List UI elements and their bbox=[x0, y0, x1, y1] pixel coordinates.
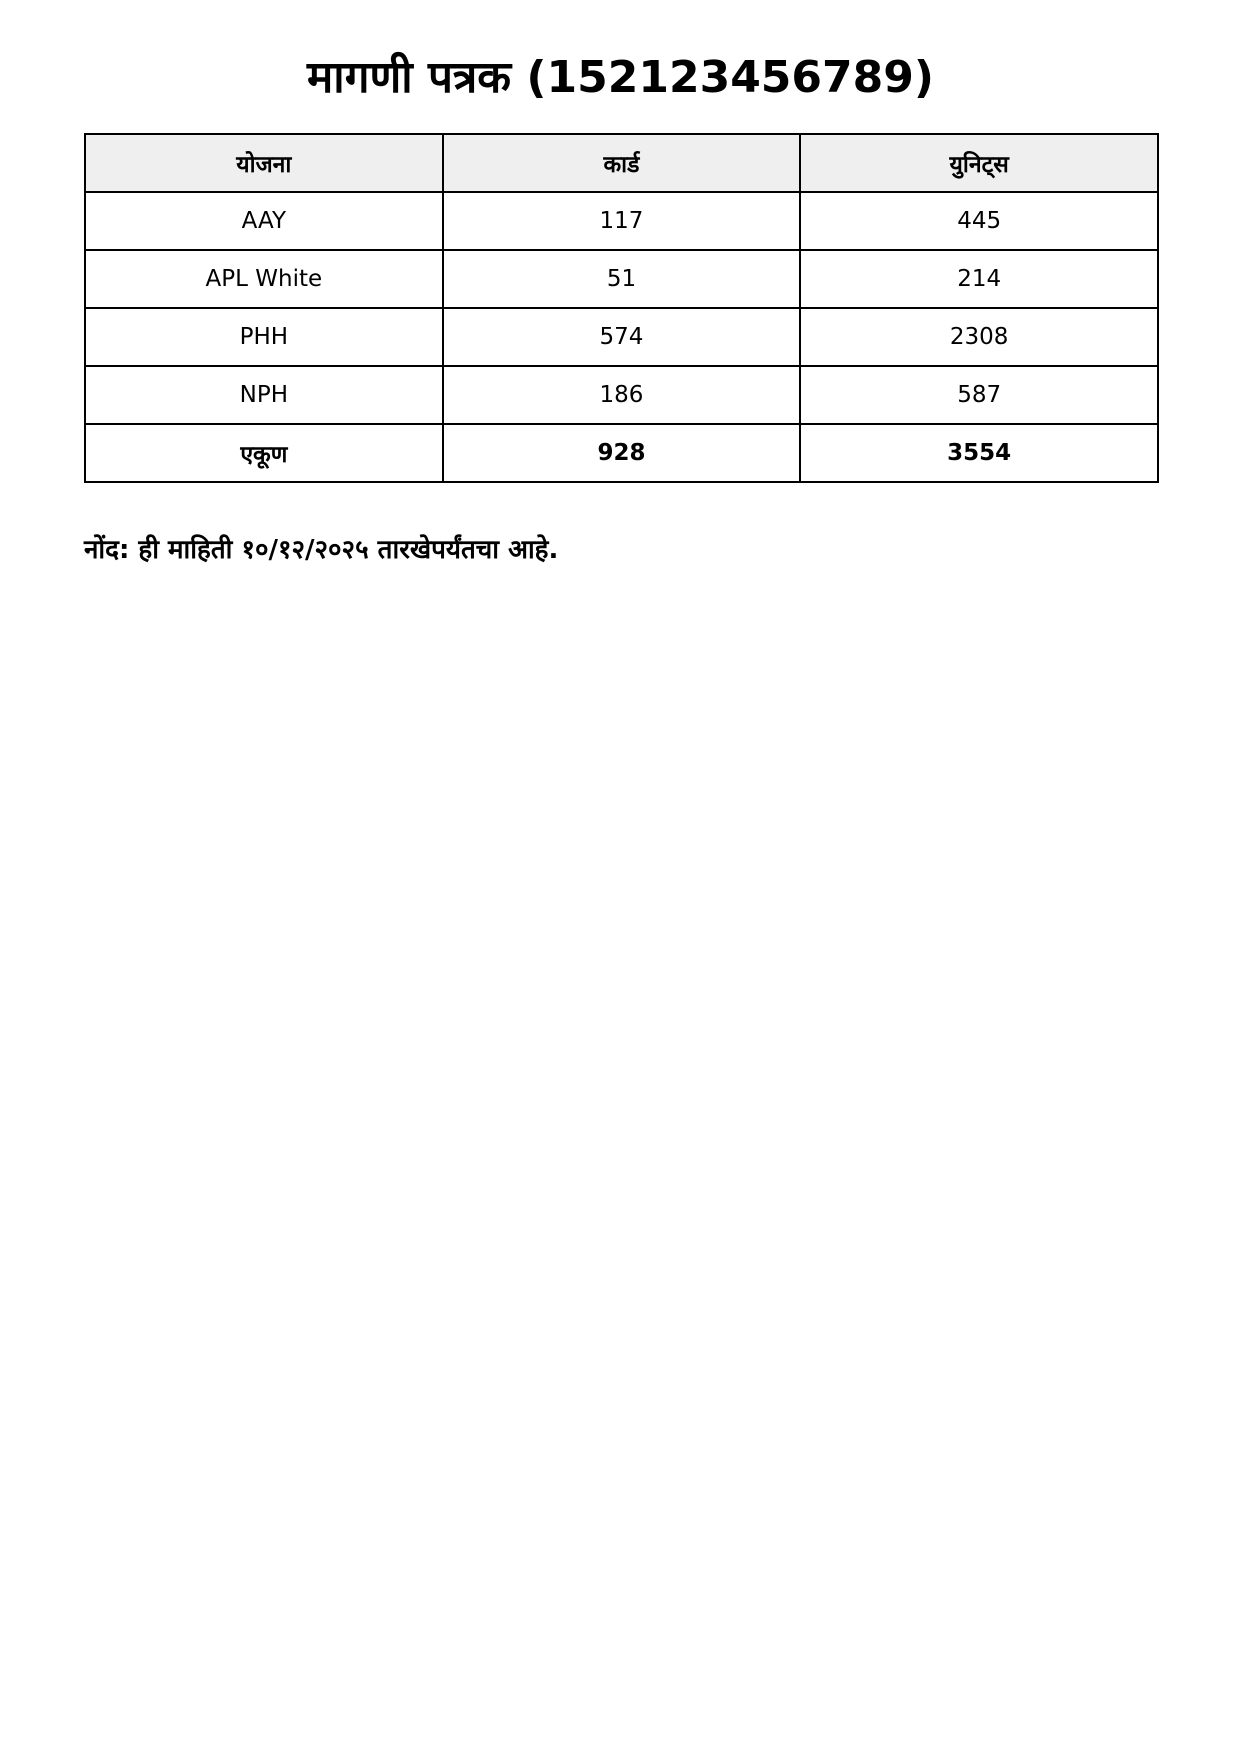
table-header-row bbox=[85, 134, 1158, 192]
table-cell-cards: 186 bbox=[443, 366, 801, 424]
demand-table bbox=[84, 133, 1159, 483]
table-cell-scheme: NPH bbox=[85, 366, 443, 424]
column-header-units: युनिट्स bbox=[800, 134, 1158, 192]
table-cell-units: 587 bbox=[800, 366, 1158, 424]
table-row bbox=[85, 366, 1158, 424]
table-cell-cards: 574 bbox=[443, 308, 801, 366]
total-units: 3554 bbox=[800, 424, 1158, 482]
table-cell-scheme: PHH bbox=[85, 308, 443, 366]
table-cell-scheme: APL White bbox=[85, 250, 443, 308]
column-header-scheme: योजना bbox=[85, 134, 443, 192]
table-cell-units: 445 bbox=[800, 192, 1158, 250]
column-header-cards: कार्ड bbox=[443, 134, 801, 192]
table-row bbox=[85, 250, 1158, 308]
total-label: एकूण bbox=[85, 424, 443, 482]
table-row bbox=[85, 308, 1158, 366]
total-cards: 928 bbox=[443, 424, 801, 482]
page-title: मागणी पत्रक (152123456789) bbox=[307, 52, 934, 103]
table-total-row bbox=[85, 424, 1158, 482]
table-cell-scheme: AAY bbox=[85, 192, 443, 250]
table-cell-cards: 117 bbox=[443, 192, 801, 250]
table-cell-units: 214 bbox=[800, 250, 1158, 308]
table-cell-units: 2308 bbox=[800, 308, 1158, 366]
note-text: नोंद: ही माहिती १०/१२/२०२५ तारखेपर्यंतचा आहे. bbox=[84, 535, 559, 565]
table-row bbox=[85, 192, 1158, 250]
table-cell-cards: 51 bbox=[443, 250, 801, 308]
